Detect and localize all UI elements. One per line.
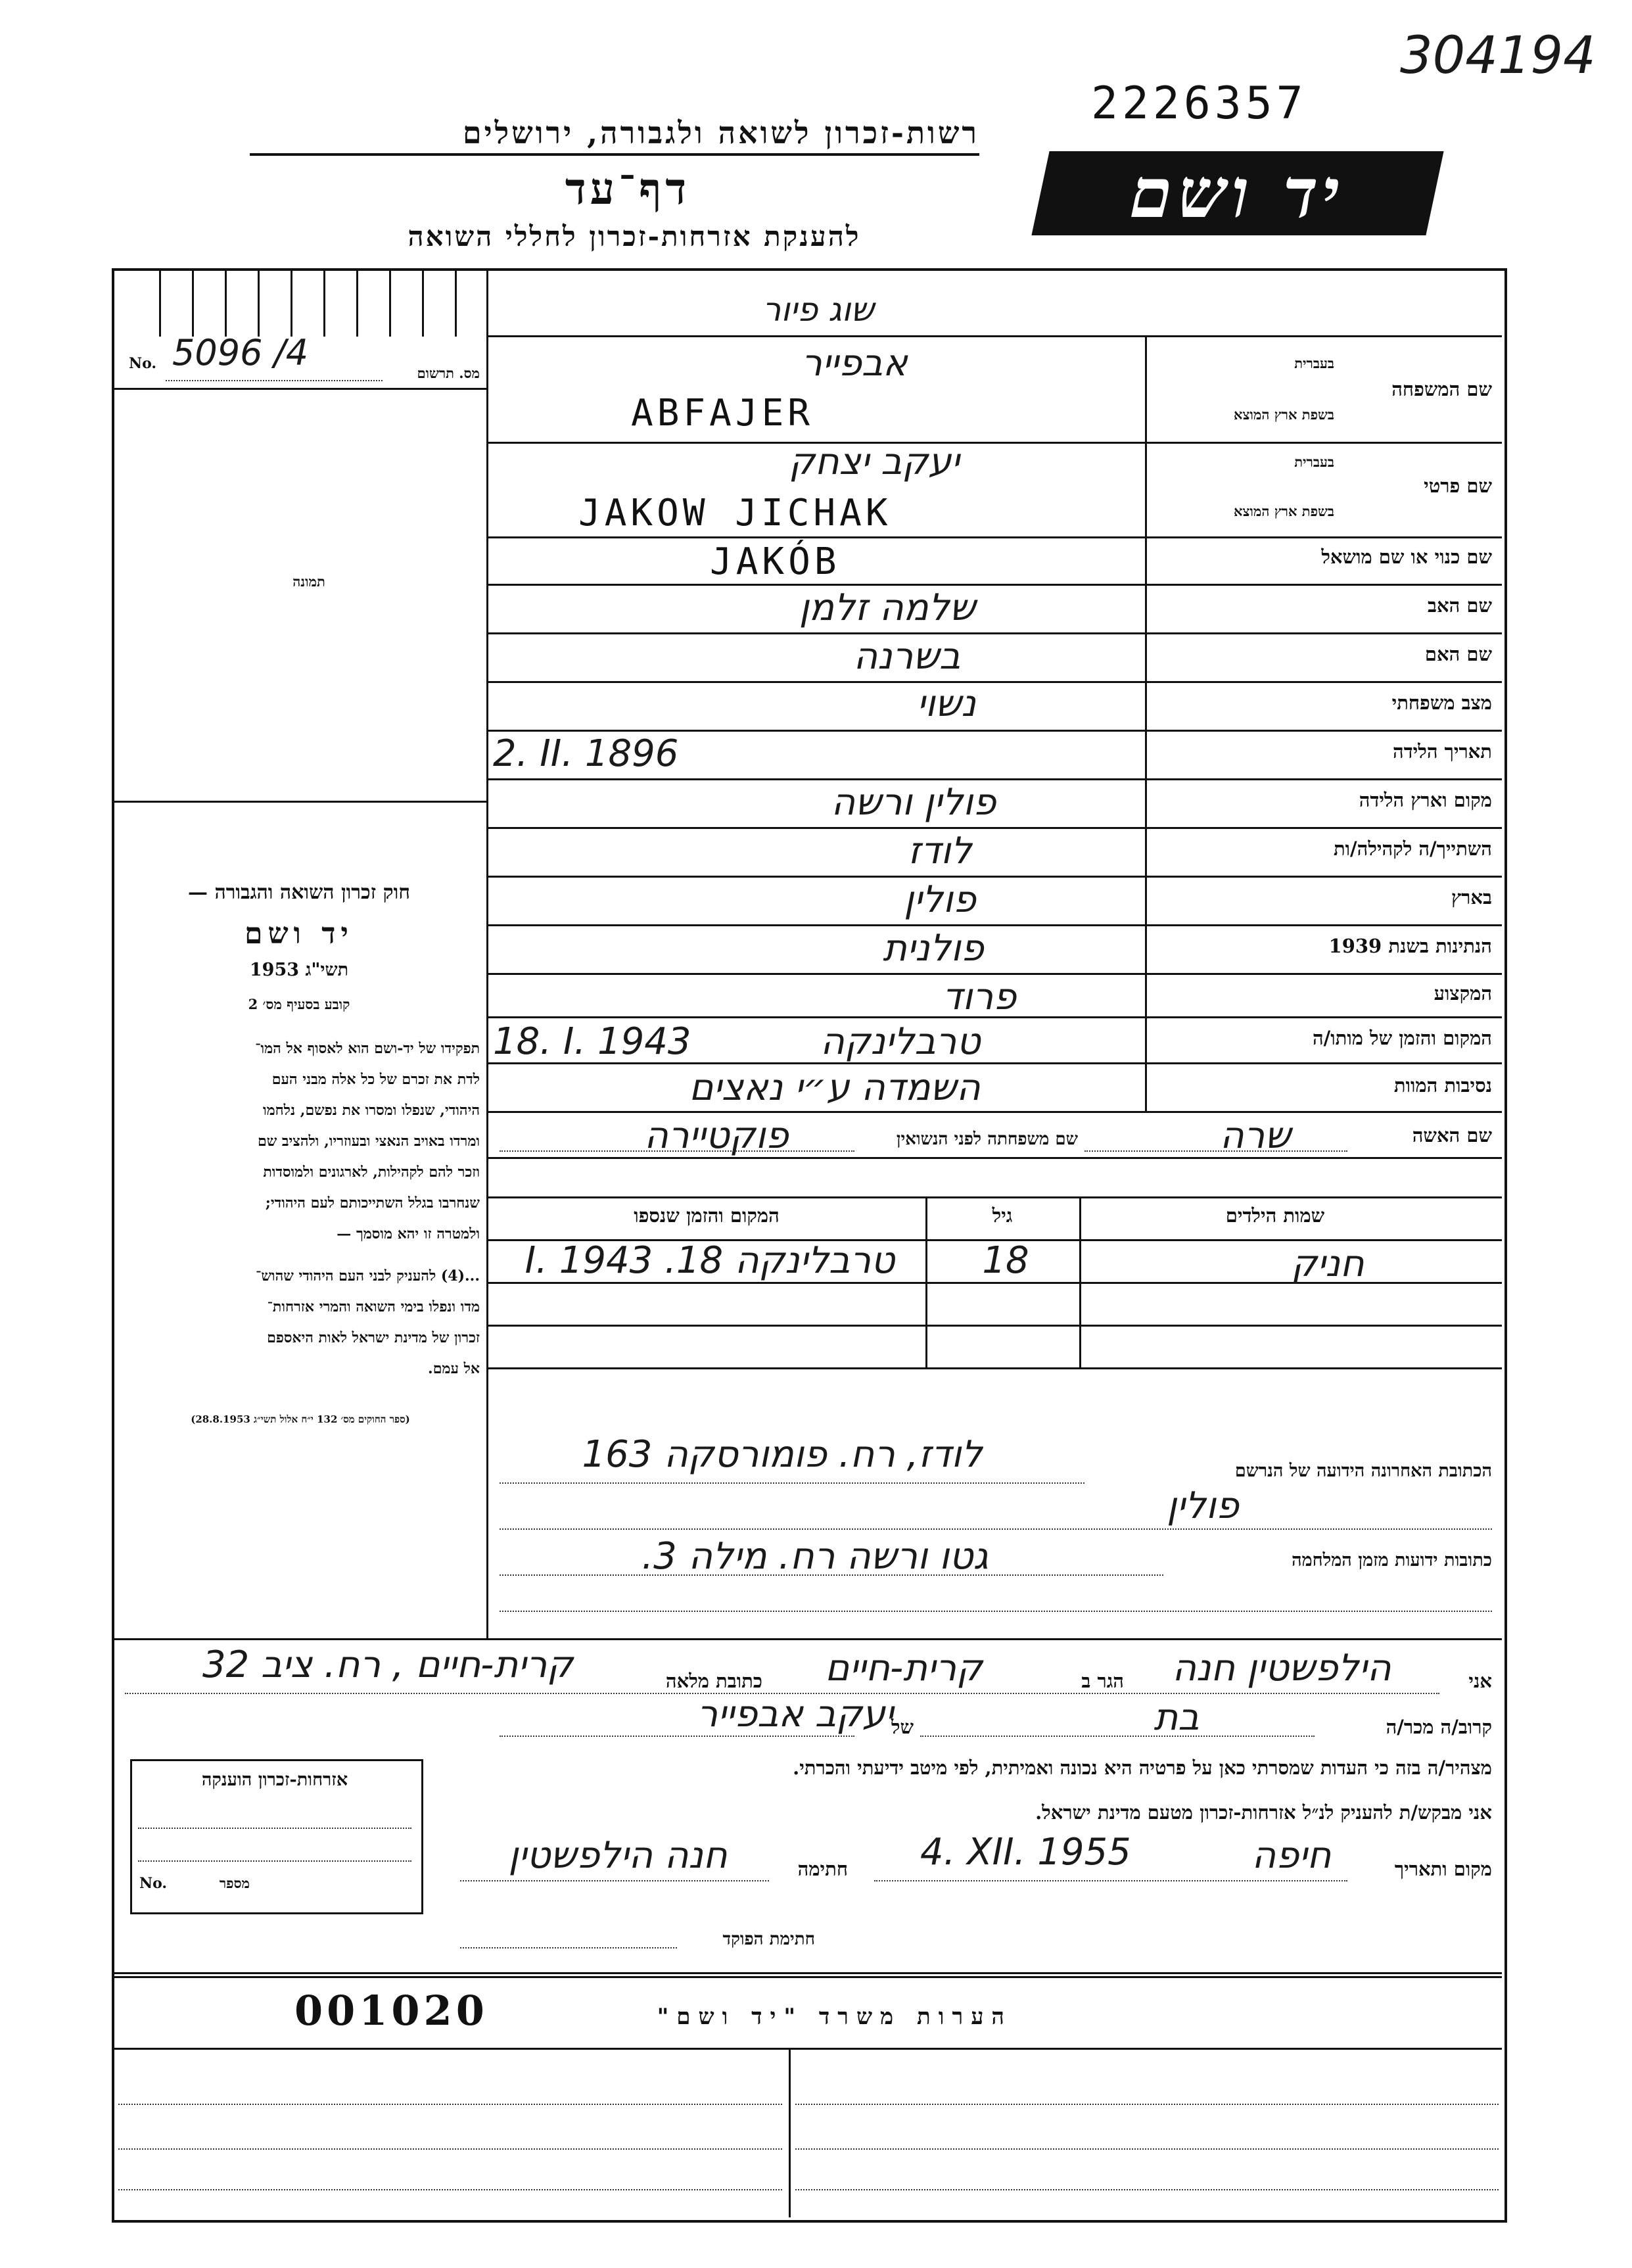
birth-place-label: מקום וארץ הלידה bbox=[1359, 789, 1492, 811]
law-clause: קובע בסעיף מס׳ 2 bbox=[248, 996, 350, 1012]
declarant-i-label: אני bbox=[1468, 1670, 1492, 1692]
country-label: בארץ bbox=[1451, 886, 1492, 909]
office-notes-label: הערות משרד "יד ושם" bbox=[657, 2004, 1012, 2030]
signature-label: חתימה bbox=[797, 1858, 848, 1880]
first-name-hebrew: יעקב יצחק bbox=[789, 440, 960, 483]
death-place-value: טרבלינקה bbox=[820, 1020, 981, 1063]
mother-label: שם האם bbox=[1424, 643, 1492, 665]
child-age: 18 bbox=[982, 1239, 1029, 1282]
yad-vashem-logo: יד ושם bbox=[1031, 151, 1443, 235]
birth-date-value: 2. II. 1896 bbox=[493, 732, 679, 775]
top-strip-note: שוג פיור bbox=[762, 291, 874, 329]
officer-signature-label: חתימת הפוקד bbox=[722, 1929, 815, 1949]
law-year: תשי"ג 1953 bbox=[249, 960, 349, 980]
wife-value: שרה bbox=[1220, 1114, 1291, 1157]
form-subtitle: להענקת אזרחות-זכרון לחללי השואה bbox=[408, 220, 861, 252]
office-number-stamp: 001020 bbox=[294, 1987, 488, 2035]
citizenship-1939-value: פולנית bbox=[883, 927, 984, 970]
registration-number: 5096 /4 bbox=[172, 332, 309, 373]
death-circumstances-label: נסיבות המוות bbox=[1393, 1074, 1492, 1097]
child-name: חניק bbox=[1291, 1242, 1364, 1285]
children-age-header: גיל bbox=[992, 1204, 1013, 1227]
relation-value: בת bbox=[1154, 1696, 1200, 1739]
law-paragraph-2: ...(4) להעניק לבני העם היהודי שהוש־ מדו ונפלו בימי השואה והמרי אזרחות־ זכרון של מדינת ישראל לאות היאספם אל עמם. bbox=[255, 1267, 480, 1377]
death-circumstances-value: השמדה ע״י נאצים bbox=[689, 1066, 981, 1109]
registration-label: מס. תרשום bbox=[417, 365, 480, 381]
nickname-value: JAKÓB bbox=[710, 540, 841, 583]
signature-value: חנה הילפשטין bbox=[508, 1834, 728, 1877]
community-value: לודז bbox=[908, 830, 972, 872]
family-name-native: ABFAJER bbox=[631, 392, 814, 435]
last-address-label: הכתובת האחרונה הידועה של הנרשם bbox=[1234, 1461, 1492, 1481]
community-label: השתייך/ה לקהילה/ות bbox=[1333, 838, 1492, 860]
country-value: פולין bbox=[904, 878, 976, 921]
declarant-name: הילפשטין חנה bbox=[1172, 1647, 1391, 1689]
death-date-value: 18. I. 1943 bbox=[493, 1020, 691, 1063]
declarant-address: קרית-חיים , רח. ציב 32 bbox=[202, 1643, 574, 1686]
photo-label: תמונה bbox=[292, 573, 325, 590]
last-address-value: לודז, רח. פומורסקה 163 bbox=[582, 1433, 983, 1476]
last-address-country: פולין bbox=[1167, 1484, 1239, 1527]
birth-date-label: תאריך הלידה bbox=[1393, 740, 1492, 763]
authority-title: רשות-זכרון לשואה ולגבורה, ירושלים bbox=[250, 115, 979, 156]
declaration-text: מצהיר/ה בזה כי העדות שמסרתי כאן על פרטיה היא נכונה ואמיתית, לפי מיטב ידיעתי והכרתי. bbox=[793, 1757, 1492, 1779]
first-name-label: שם פרטי bbox=[1424, 475, 1492, 497]
death-place-time-label: המקום והזמן של מותו/ה bbox=[1312, 1027, 1492, 1049]
wife-maiden-value: פוקטיירה bbox=[644, 1114, 789, 1157]
father-value: שלמה זלמן bbox=[799, 586, 976, 629]
children-place-header: המקום והזמן שנספו bbox=[634, 1204, 780, 1227]
profession-label: המקצוע bbox=[1434, 982, 1492, 1004]
birth-place-value: פולין ורשה bbox=[831, 781, 996, 824]
registration-prefix: No. bbox=[129, 355, 157, 372]
relative-label: קרוב/ה מכר/ה bbox=[1386, 1716, 1492, 1738]
citizenship-granted-title: אזרחות-זכרון הוענקה bbox=[201, 1770, 348, 1790]
law-source: (ספר החוקים מס׳ 132 י״ח אלול תשי״ג 28.8.1953) bbox=[191, 1413, 410, 1425]
place-date-label: מקום ותאריך bbox=[1394, 1858, 1492, 1880]
law-paragraph-1: תפקידו של יד-ושם הוא לאסוף אל המו־ לדת את זכרם של כל אלה מבני העם היהודי, שנפלו ומסרו את נפשם, נלחמו ומרדו באויב הנאצי ובעוזריו, ולהציב שם וזכר להם לקהילות, לארגונים ולמוסדות שנחרבו בגלל השתייכותם לעם היהודי; ולמטרה זו יהא מוסמך — bbox=[255, 1040, 480, 1242]
war-address-value: גטו ורשה רח. מילה 3. bbox=[641, 1535, 989, 1578]
request-text: אני מבקש/ת להעניק לנ״ל אזרחות-זכרון מטעם מדינת ישראל. bbox=[1035, 1801, 1492, 1824]
family-name-hebrew: אבפייר bbox=[801, 342, 908, 385]
children-names-header: שמות הילדים bbox=[1225, 1204, 1325, 1227]
place-value: חיפה bbox=[1251, 1834, 1332, 1877]
profession-value: פרוד bbox=[942, 976, 1017, 1018]
marital-status-value: נשוי bbox=[917, 682, 976, 725]
nickname-label: שם כנוי או שם מושאל bbox=[1321, 546, 1492, 568]
archive-number-stamp: 2226357 bbox=[1091, 78, 1307, 130]
law-title: חוק זכרון השואה והגבורה — bbox=[188, 881, 410, 904]
wife-label: שם האשה bbox=[1412, 1124, 1492, 1146]
first-name-native: JAKOW JICHAK bbox=[578, 492, 892, 534]
mother-value: בשרנה bbox=[853, 635, 961, 678]
father-label: שם האב bbox=[1427, 594, 1492, 617]
date-value: 4. XII. 1955 bbox=[920, 1831, 1131, 1874]
of-name-value: יעקב אבפייר bbox=[697, 1693, 894, 1736]
form-title: דף־עד bbox=[565, 163, 691, 214]
handwritten-archive-number: 304194 bbox=[1400, 26, 1596, 85]
child-place-time: טרבלינקה 18. I. 1943 bbox=[525, 1239, 895, 1282]
marital-status-label: מצב משפחתי bbox=[1391, 692, 1492, 714]
war-address-label: כתובות ידועות מזמן המלחמה bbox=[1292, 1550, 1492, 1571]
law-name: יד ושם bbox=[245, 917, 354, 951]
wife-maiden-label: שם משפחתה לפני הנשואין bbox=[896, 1129, 1078, 1149]
family-name-label: שם המשפחה bbox=[1391, 378, 1492, 400]
citizenship-1939-label: הנתינות בשנת 1939 bbox=[1328, 935, 1492, 957]
declarant-city: קרית-חיים bbox=[825, 1647, 983, 1689]
